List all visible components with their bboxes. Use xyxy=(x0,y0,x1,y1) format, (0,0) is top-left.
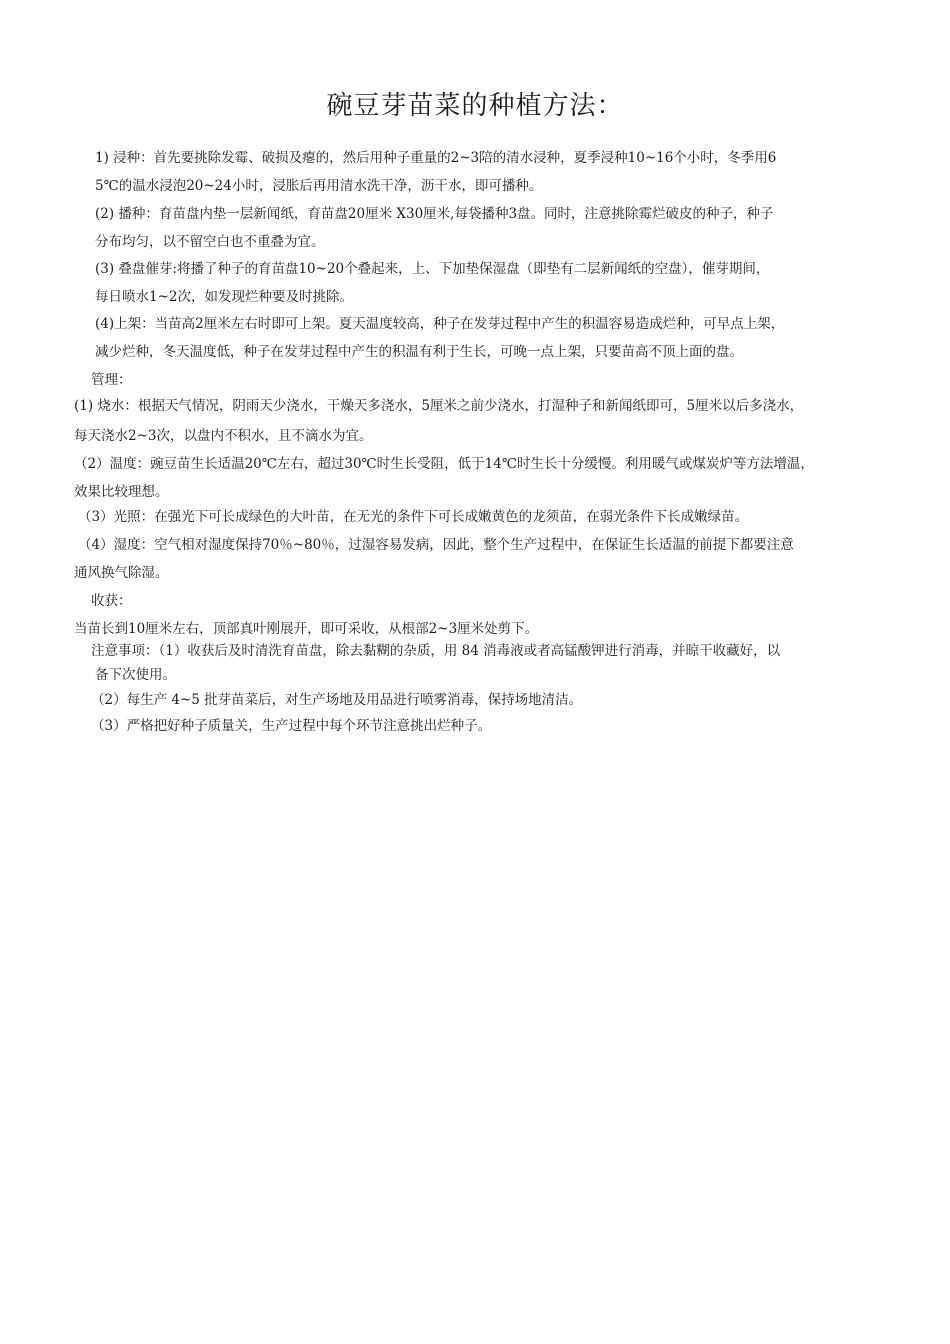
soak-line-1: 1) 浸种：首先要挑除发霉、破损及瘪的，然后用种子重量的2~3陪的清水浸种，夏季浸种10~16个小时，冬季用6 xyxy=(95,150,777,166)
shelf-line-1: (4)上架：当苗高2厘米左右时即可上架。夏天温度较高，种子在发芽过程中产生的积温容易造成烂种，可早点上架， xyxy=(95,316,785,332)
water-line-1: (1) 烧水：根据天气情况，阴雨天少浇水，干燥天多浇水，5厘米之前少浇水，打湿种子和新闻纸即可，5厘米以后多浇水， xyxy=(74,398,804,414)
notes-item2: （2）每生产 4~5 批芽苗菜后，对生产场地及用品进行喷雾消毒，保持场地清洁。 xyxy=(91,692,583,708)
sow-line-2: 分布均匀，以不留空白也不重叠为宜。 xyxy=(95,234,325,250)
management-heading: 管理： xyxy=(91,372,132,388)
stack-line-1: (3) 叠盘催芽:将播了种子的育苗盘10~20个叠起来，上、下加垫保湿盘（即垫有二层新闻纸的空盘），催芽期间， xyxy=(95,261,770,277)
water-line-2: 每天浇水2~3次，以盘内不积水，且不滴水为宜。 xyxy=(74,428,373,444)
humidity-line-2: 通风换气除湿。 xyxy=(74,565,169,581)
humidity-line-1: （4）湿度：空气相对湿度保持70％~80％，过湿容易发病，因此，整个生产过程中，在保证生长适温的前提下都要注意 xyxy=(78,537,794,553)
notes-item1-line-1: 注意事项：（1）收获后及时清洗育苗盘，除去黏糊的杂质，用 84 消毒液或者高锰酸钾进行消毒，并晾干收藏好，以 xyxy=(91,643,781,659)
light-line: （3）光照：在强光下可长成绿色的大叶苗，在无光的条件下可长成嫩黄色的龙须苗，在弱光条件下长成嫩绿苗。 xyxy=(78,509,749,525)
page-title: 碗豆芽苗菜的种植方法： xyxy=(326,91,624,121)
temperature-line-1: （2）温度：豌豆苗生长适温20℃左右，超过30℃时生长受阻，低于14℃时生长十分缓慢。利用暖气或煤炭炉等方法增温， xyxy=(74,456,814,472)
notes-item3: （3）严格把好种子质量关，生产过程中每个环节注意挑出烂种子。 xyxy=(91,718,492,734)
notes-item1-line-2: 备下次使用。 xyxy=(95,667,176,683)
shelf-line-2: 减少烂种，冬天温度低，种子在发芽过程中产生的积温有利于生长，可晚一点上架，只要苗高不顶上面的盘。 xyxy=(95,344,743,360)
harvest-text: 当苗长到10厘米左右，顶部真叶刚展开，即可采收，从根部2~3厘米处剪下。 xyxy=(74,621,539,637)
sow-line-1: (2) 播种：育苗盘内垫一层新闻纸，育苗盘20厘米 X30厘米,每袋播种3盘。同时，注意挑除霉烂破皮的种子，种子 xyxy=(95,206,774,222)
temperature-line-2: 效果比较理想。 xyxy=(74,484,169,500)
stack-line-2: 每日喷水1~2次，如发现烂种要及时挑除。 xyxy=(95,289,353,305)
soak-line-2: 5℃的温水浸泡20~24小时，浸胀后再用清水洗干净，沥干水，即可播种。 xyxy=(95,178,543,194)
harvest-heading: 收获： xyxy=(91,593,132,609)
